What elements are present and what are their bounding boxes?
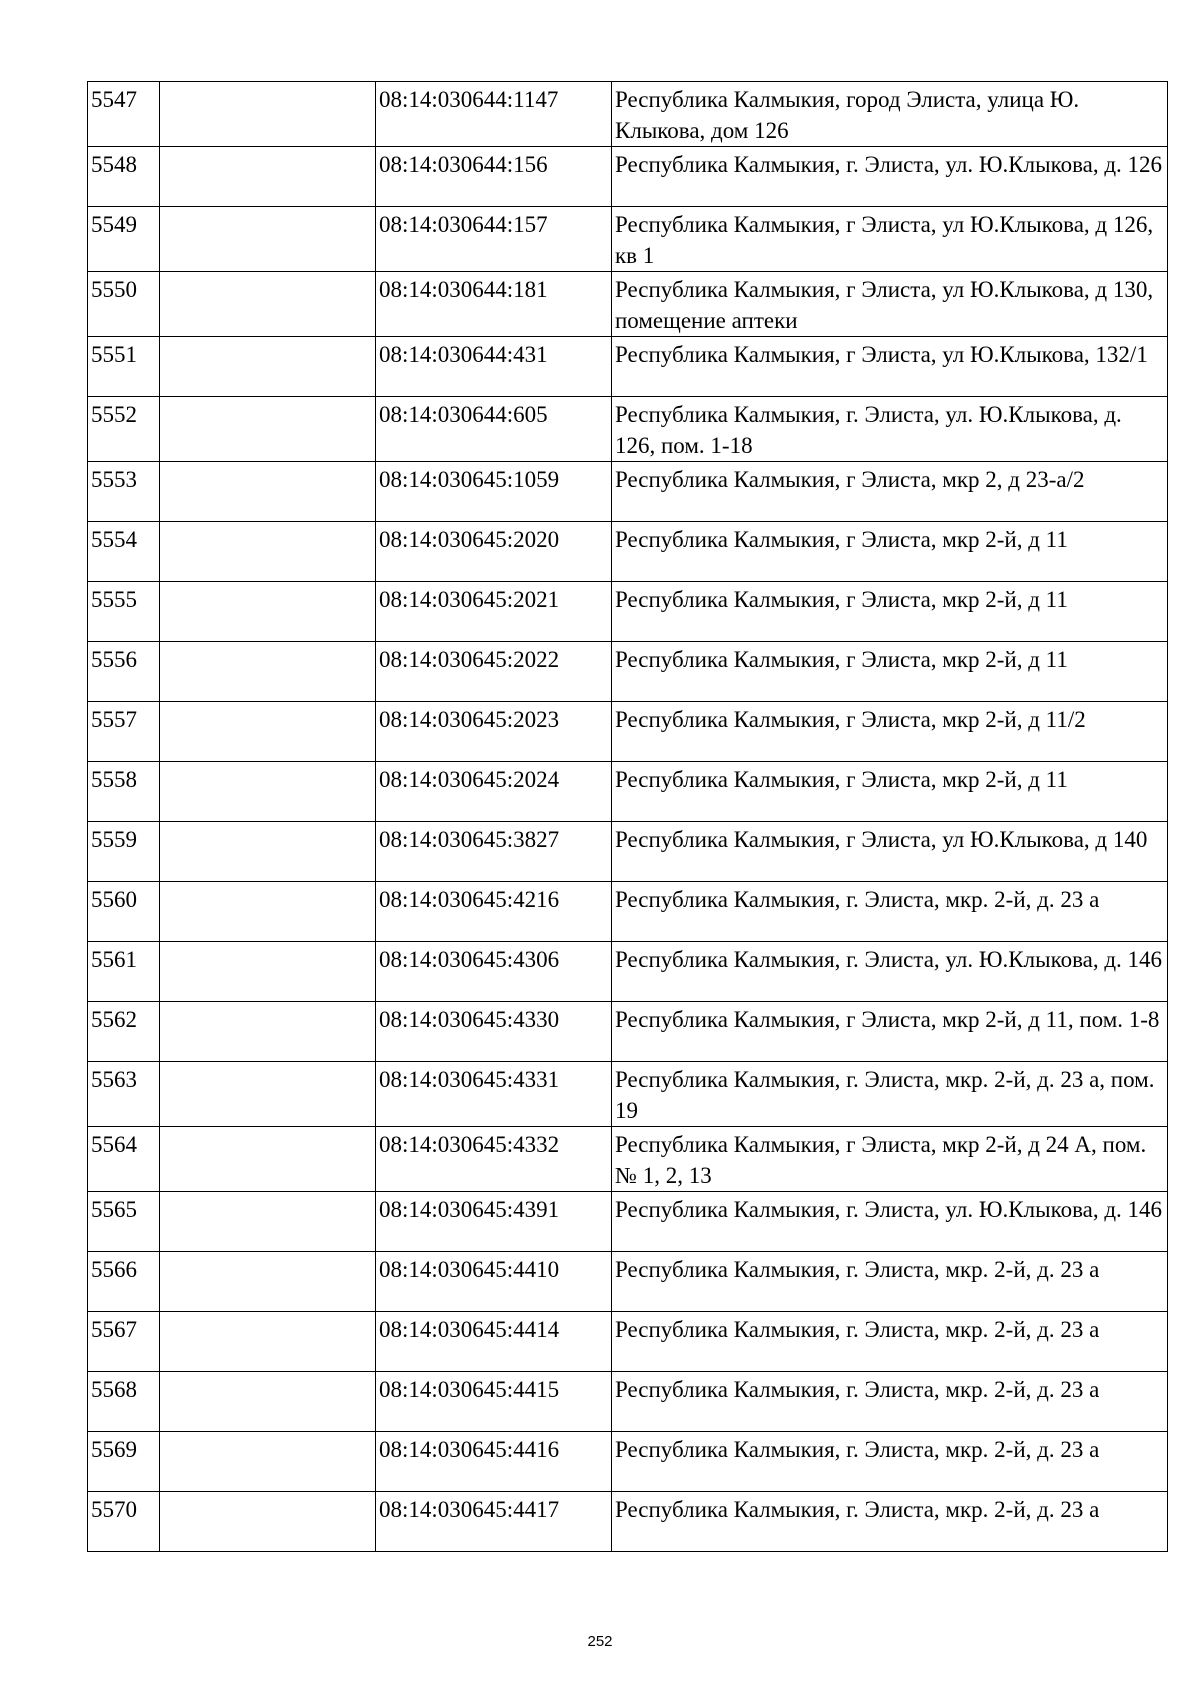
table-row	[88, 702, 1168, 762]
cadastral-number-cell: 08:14:030645:4216	[376, 882, 612, 942]
cadastral-number-cell: 08:14:030645:4416	[376, 1432, 612, 1492]
cadastral-number-cell: 08:14:030645:4306	[376, 942, 612, 1002]
cadastral-number-cell: 08:14:030644:181	[376, 272, 612, 337]
row-number-cell: 5564	[88, 1127, 160, 1192]
address-cell: Республика Калмыкия, г. Элиста, мкр. 2-й, д. 23 а	[612, 1432, 1168, 1492]
address-cell: Республика Калмыкия, г Элиста, ул Ю.Клыкова, д 130, помещение аптеки	[612, 272, 1168, 337]
table-row	[88, 82, 1168, 147]
table-row	[88, 1062, 1168, 1127]
table-row	[88, 1432, 1168, 1492]
table-row	[88, 1312, 1168, 1372]
empty-cell	[160, 1372, 376, 1432]
table-row	[88, 762, 1168, 822]
table-row	[88, 882, 1168, 942]
empty-cell	[160, 762, 376, 822]
cadastral-number-cell: 08:14:030644:431	[376, 337, 612, 397]
empty-cell	[160, 82, 376, 147]
cadastral-number-cell: 08:14:030645:2021	[376, 582, 612, 642]
table-row	[88, 147, 1168, 207]
address-cell: Республика Калмыкия, г. Элиста, мкр. 2-й, д. 23 а	[612, 882, 1168, 942]
table-row	[88, 1372, 1168, 1432]
empty-cell	[160, 397, 376, 462]
table-row	[88, 272, 1168, 337]
address-cell: Республика Калмыкия, г. Элиста, мкр. 2-й, д. 23 а, пом. 19	[612, 1062, 1168, 1127]
row-number-cell: 5558	[88, 762, 160, 822]
cadastral-number-cell: 08:14:030645:4410	[376, 1252, 612, 1312]
row-number-cell: 5556	[88, 642, 160, 702]
address-cell: Республика Калмыкия, г. Элиста, мкр. 2-й, д. 23 а	[612, 1372, 1168, 1432]
cadastral-number-cell: 08:14:030645:4414	[376, 1312, 612, 1372]
address-cell: Республика Калмыкия, г. Элиста, ул. Ю.Клыкова, д. 146	[612, 1192, 1168, 1252]
address-cell: Республика Калмыкия, г Элиста, ул Ю.Клыкова, д 140	[612, 822, 1168, 882]
row-number-cell: 5569	[88, 1432, 160, 1492]
table-row	[88, 1192, 1168, 1252]
cadastral-number-cell: 08:14:030645:4331	[376, 1062, 612, 1127]
address-cell: Республика Калмыкия, г. Элиста, ул. Ю.Клыкова, д. 146	[612, 942, 1168, 1002]
address-cell: Республика Калмыкия, г Элиста, мкр 2-й, д 11	[612, 522, 1168, 582]
cadastral-number-cell: 08:14:030645:2024	[376, 762, 612, 822]
property-register-table	[87, 81, 1168, 1552]
table-row	[88, 1127, 1168, 1192]
cadastral-number-cell: 08:14:030645:2022	[376, 642, 612, 702]
cadastral-number-cell: 08:14:030645:4330	[376, 1002, 612, 1062]
address-cell: Республика Калмыкия, г Элиста, ул Ю.Клыкова, д 126, кв 1	[612, 207, 1168, 272]
address-cell: Республика Калмыкия, г Элиста, мкр 2-й, д 11	[612, 582, 1168, 642]
empty-cell	[160, 207, 376, 272]
cadastral-number-cell: 08:14:030645:2020	[376, 522, 612, 582]
row-number-cell: 5561	[88, 942, 160, 1002]
cadastral-number-cell: 08:14:030645:3827	[376, 822, 612, 882]
cadastral-number-cell: 08:14:030644:156	[376, 147, 612, 207]
empty-cell	[160, 1127, 376, 1192]
address-cell: Республика Калмыкия, г Элиста, ул Ю.Клыкова, 132/1	[612, 337, 1168, 397]
table-row	[88, 582, 1168, 642]
address-cell: Республика Калмыкия, г. Элиста, мкр. 2-й, д. 23 а	[612, 1312, 1168, 1372]
row-number-cell: 5553	[88, 462, 160, 522]
row-number-cell: 5570	[88, 1492, 160, 1552]
table-row	[88, 397, 1168, 462]
address-cell: Республика Калмыкия, город Элиста, улица Ю. Клыкова, дом 126	[612, 82, 1168, 147]
table-row	[88, 522, 1168, 582]
cadastral-number-cell: 08:14:030645:1059	[376, 462, 612, 522]
row-number-cell: 5565	[88, 1192, 160, 1252]
page-number: 252	[587, 1633, 613, 1650]
empty-cell	[160, 1062, 376, 1127]
row-number-cell: 5547	[88, 82, 160, 147]
row-number-cell: 5568	[88, 1372, 160, 1432]
cadastral-number-cell: 08:14:030645:4332	[376, 1127, 612, 1192]
empty-cell	[160, 1492, 376, 1552]
empty-cell	[160, 1192, 376, 1252]
empty-cell	[160, 702, 376, 762]
address-cell: Республика Калмыкия, г Элиста, мкр 2-й, д 11	[612, 642, 1168, 702]
row-number-cell: 5550	[88, 272, 160, 337]
cadastral-number-cell: 08:14:030644:157	[376, 207, 612, 272]
address-cell: Республика Калмыкия, г. Элиста, ул. Ю.Клыкова, д. 126	[612, 147, 1168, 207]
address-cell: Республика Калмыкия, г Элиста, мкр 2-й, д 11/2	[612, 702, 1168, 762]
row-number-cell: 5557	[88, 702, 160, 762]
empty-cell	[160, 462, 376, 522]
empty-cell	[160, 1312, 376, 1372]
address-cell: Республика Калмыкия, г Элиста, мкр 2-й, д 24 А, пом. № 1, 2, 13	[612, 1127, 1168, 1192]
cadastral-number-cell: 08:14:030645:4415	[376, 1372, 612, 1432]
empty-cell	[160, 582, 376, 642]
address-cell: Республика Калмыкия, г Элиста, мкр 2-й, д 11, пом. 1-8	[612, 1002, 1168, 1062]
table-row	[88, 1252, 1168, 1312]
empty-cell	[160, 147, 376, 207]
table-row	[88, 822, 1168, 882]
table-row	[88, 462, 1168, 522]
row-number-cell: 5559	[88, 822, 160, 882]
address-cell: Республика Калмыкия, г. Элиста, ул. Ю.Клыкова, д. 126, пом. 1-18	[612, 397, 1168, 462]
cadastral-number-cell: 08:14:030644:605	[376, 397, 612, 462]
empty-cell	[160, 942, 376, 1002]
cadastral-number-cell: 08:14:030645:4391	[376, 1192, 612, 1252]
table-row	[88, 1002, 1168, 1062]
empty-cell	[160, 642, 376, 702]
register-table-body	[88, 82, 1168, 1552]
empty-cell	[160, 1432, 376, 1492]
address-cell: Республика Калмыкия, г Элиста, мкр 2-й, д 11	[612, 762, 1168, 822]
empty-cell	[160, 1002, 376, 1062]
row-number-cell: 5555	[88, 582, 160, 642]
row-number-cell: 5567	[88, 1312, 160, 1372]
empty-cell	[160, 522, 376, 582]
table-row	[88, 337, 1168, 397]
row-number-cell: 5560	[88, 882, 160, 942]
address-cell: Республика Калмыкия, г. Элиста, мкр. 2-й, д. 23 а	[612, 1252, 1168, 1312]
table-row	[88, 207, 1168, 272]
row-number-cell: 5548	[88, 147, 160, 207]
row-number-cell: 5562	[88, 1002, 160, 1062]
table-row	[88, 942, 1168, 1002]
cadastral-number-cell: 08:14:030645:4417	[376, 1492, 612, 1552]
row-number-cell: 5554	[88, 522, 160, 582]
row-number-cell: 5566	[88, 1252, 160, 1312]
row-number-cell: 5552	[88, 397, 160, 462]
table-row	[88, 642, 1168, 702]
row-number-cell: 5549	[88, 207, 160, 272]
empty-cell	[160, 822, 376, 882]
address-cell: Республика Калмыкия, г Элиста, мкр 2, д 23-а/2	[612, 462, 1168, 522]
table-row	[88, 1492, 1168, 1552]
cadastral-number-cell: 08:14:030645:2023	[376, 702, 612, 762]
empty-cell	[160, 272, 376, 337]
row-number-cell: 5551	[88, 337, 160, 397]
empty-cell	[160, 337, 376, 397]
cadastral-number-cell: 08:14:030644:1147	[376, 82, 612, 147]
address-cell: Республика Калмыкия, г. Элиста, мкр. 2-й, д. 23 а	[612, 1492, 1168, 1552]
empty-cell	[160, 882, 376, 942]
empty-cell	[160, 1252, 376, 1312]
row-number-cell: 5563	[88, 1062, 160, 1127]
